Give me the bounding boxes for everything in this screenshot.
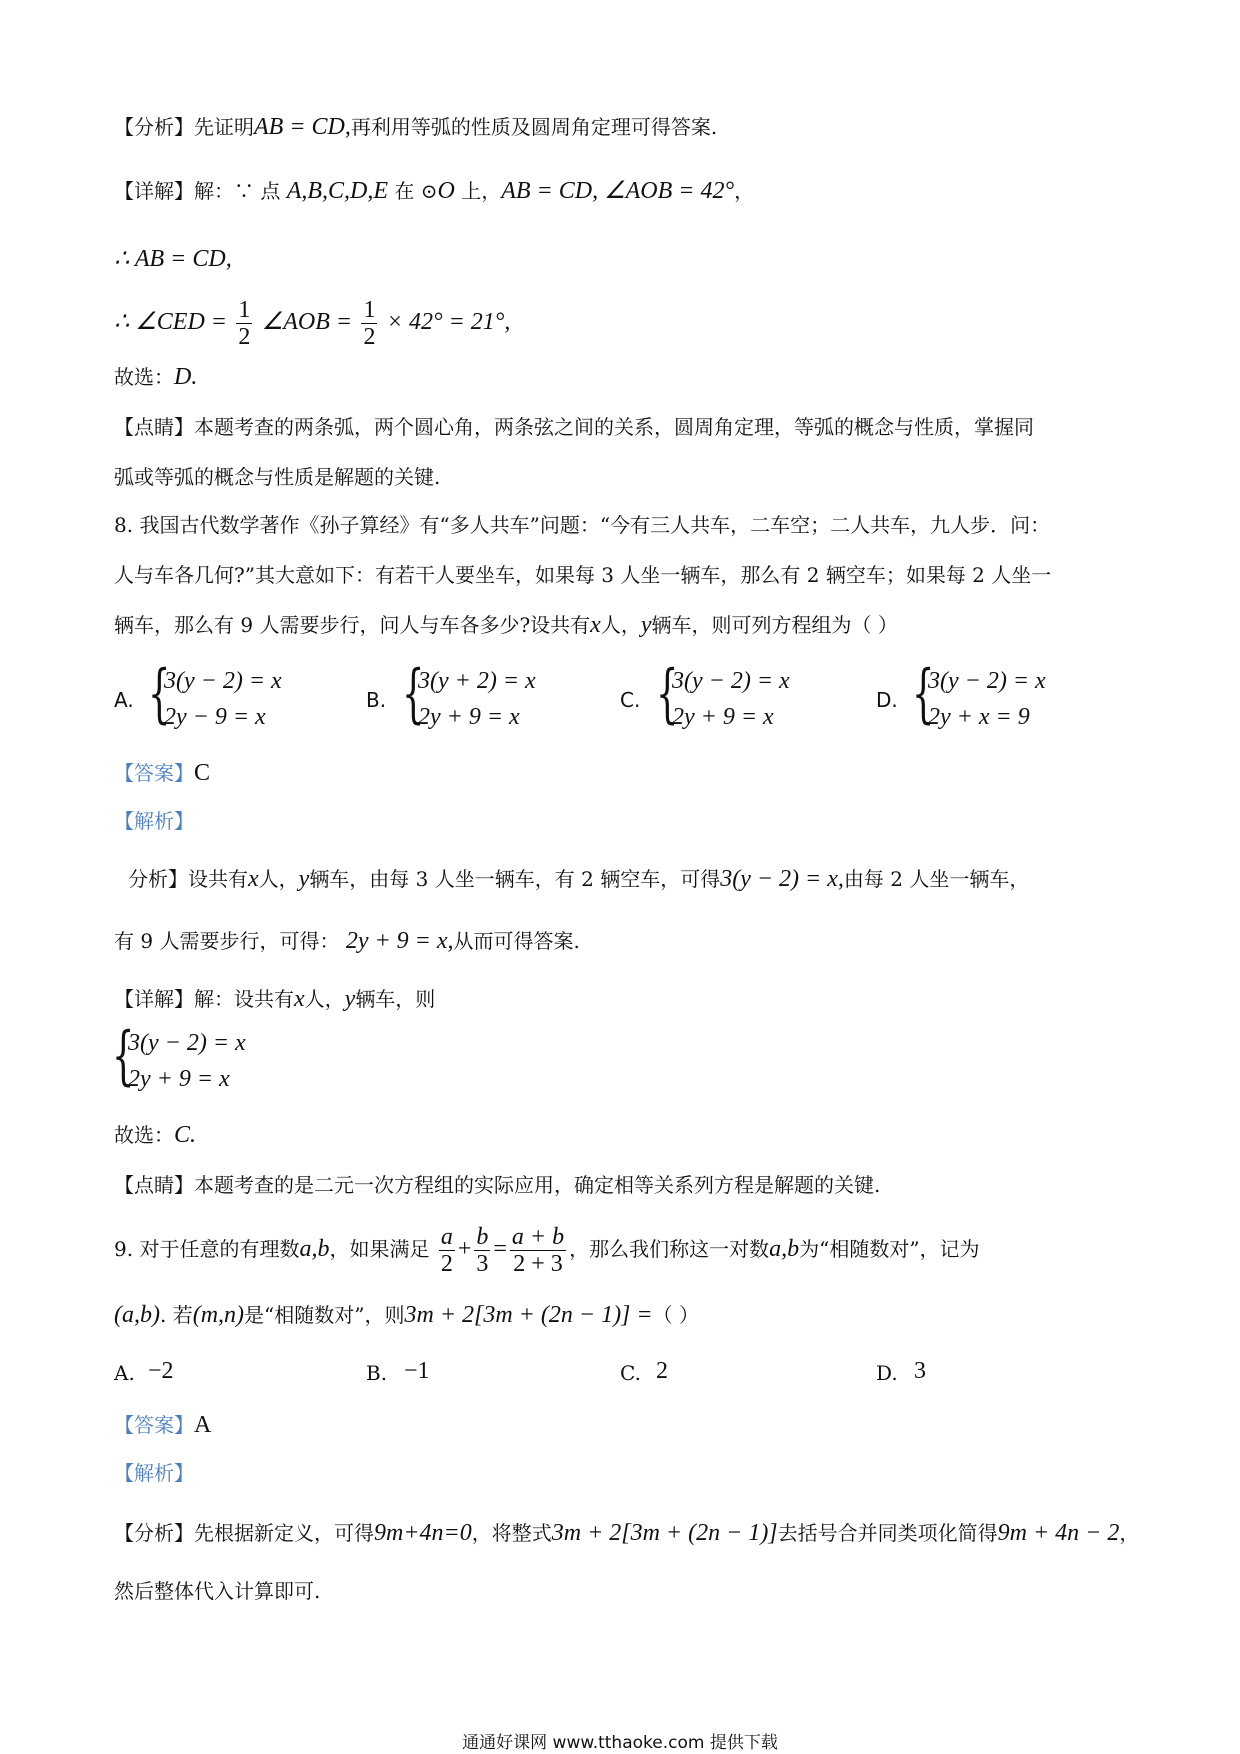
analysis-tag: 【分析】: [114, 115, 194, 139]
option-b-label: B.: [366, 688, 387, 712]
fraction-half: $\frac{1}{2}$: [238, 297, 251, 350]
comment-line-2: 弧或等弧的概念与性质是解题的关键.: [114, 465, 441, 489]
q8-detail-line: 【详解】解：设共有x人，y辆车，则: [114, 986, 436, 1012]
q8-choice-line: 故选：C.: [114, 1122, 197, 1148]
option-d-label: D.: [876, 688, 898, 712]
q9-jiexi-heading: 【解析】: [114, 1461, 194, 1485]
choice-line: 故选：D.: [114, 364, 198, 390]
fraction-half: $\frac{1}{2}$: [363, 297, 376, 350]
detail-tag: 【详解】: [114, 179, 194, 203]
question-8-line-1: 8. 我国古代数学著作《孙子算经》有“多人共车”问题：“今有三人共车，二车空；二人共车，九人步．问：: [114, 513, 1051, 537]
jiexi-heading: 【解析】: [114, 809, 194, 833]
q9-answer-line: 【答案】A: [114, 1412, 212, 1438]
question-9-line-1: 9. 对于任意的有理数a,b，如果满足 $\frac{a}{2}$ + $\frac{b}{3}$ = $\frac{a + b}{2 + 3}$ ，那么我们称这一对数a,b为“相随数对”，记为: [114, 1224, 980, 1277]
question-8-line-3: 辆车，那么有 9 人需要步行，问人与车各多少?设共有x人，y辆车，则可列方程组为（ ）: [114, 612, 898, 638]
question-9-line-2: (a,b). 若(m,n)是“相随数对”，则3m + 2[3m + (2n − 1)] =（ ）: [114, 1302, 699, 1328]
detail-line: 【详解】解：∵ 点 A,B,C,D,E 在 ⊙O 上，AB = CD, ∠AOB = 42°，: [114, 178, 755, 204]
page-footer: 通通好课网 www.tthaoke.com 提供下载: [462, 1733, 778, 1753]
option-a-label: A.: [114, 688, 134, 712]
q8-analysis-line-1: 分析】设共有x人，y辆车，由每 3 人坐一辆车，有 2 辆空车，可得3(y − 2) = x,由每 2 人坐一辆车，: [128, 866, 1030, 892]
comment-line: 【点睛】本题考查的两条弧，两个圆心角，两条弦之间的关系，圆周角定理，等弧的概念与性质，掌握同: [114, 415, 1034, 439]
option-c-label: C.: [620, 688, 641, 712]
q9-analysis-line-1: 【分析】先根据新定义，可得9m+4n=0，将整式3m + 2[3m + (2n − 1)]去括号合并同类项化简得9m + 4n − 2，: [114, 1520, 1140, 1546]
question-8-line-2: 人与车各几何?”其大意如下：有若干人要坐车，如果每 3 人坐一辆车，那么有 2 辆空车；如果每 2 人坐一: [114, 563, 1052, 587]
answer-line: 【答案】C: [114, 760, 211, 786]
q8-comment-line: 【点睛】本题考查的是二元一次方程组的实际应用，确定相等关系列方程是解题的关键.: [114, 1173, 881, 1197]
angle-equation: ∴ ∠CED = $\frac{1}{2}$ ∠AOB = $\frac{1}{2}$ × 42° = 21°,: [114, 297, 511, 350]
q8-analysis-line-2: 有 9 人需要步行，可得： 2y + 9 = x,从而可得答案.: [114, 928, 580, 954]
q9-analysis-line-2: 然后整体代入计算即可.: [114, 1579, 321, 1603]
therefore-line: ∴ AB = CD,: [114, 246, 232, 272]
analysis-line: 【分析】先证明AB = CD,再利用等弧的性质及圆周角定理可得答案.: [114, 114, 718, 140]
